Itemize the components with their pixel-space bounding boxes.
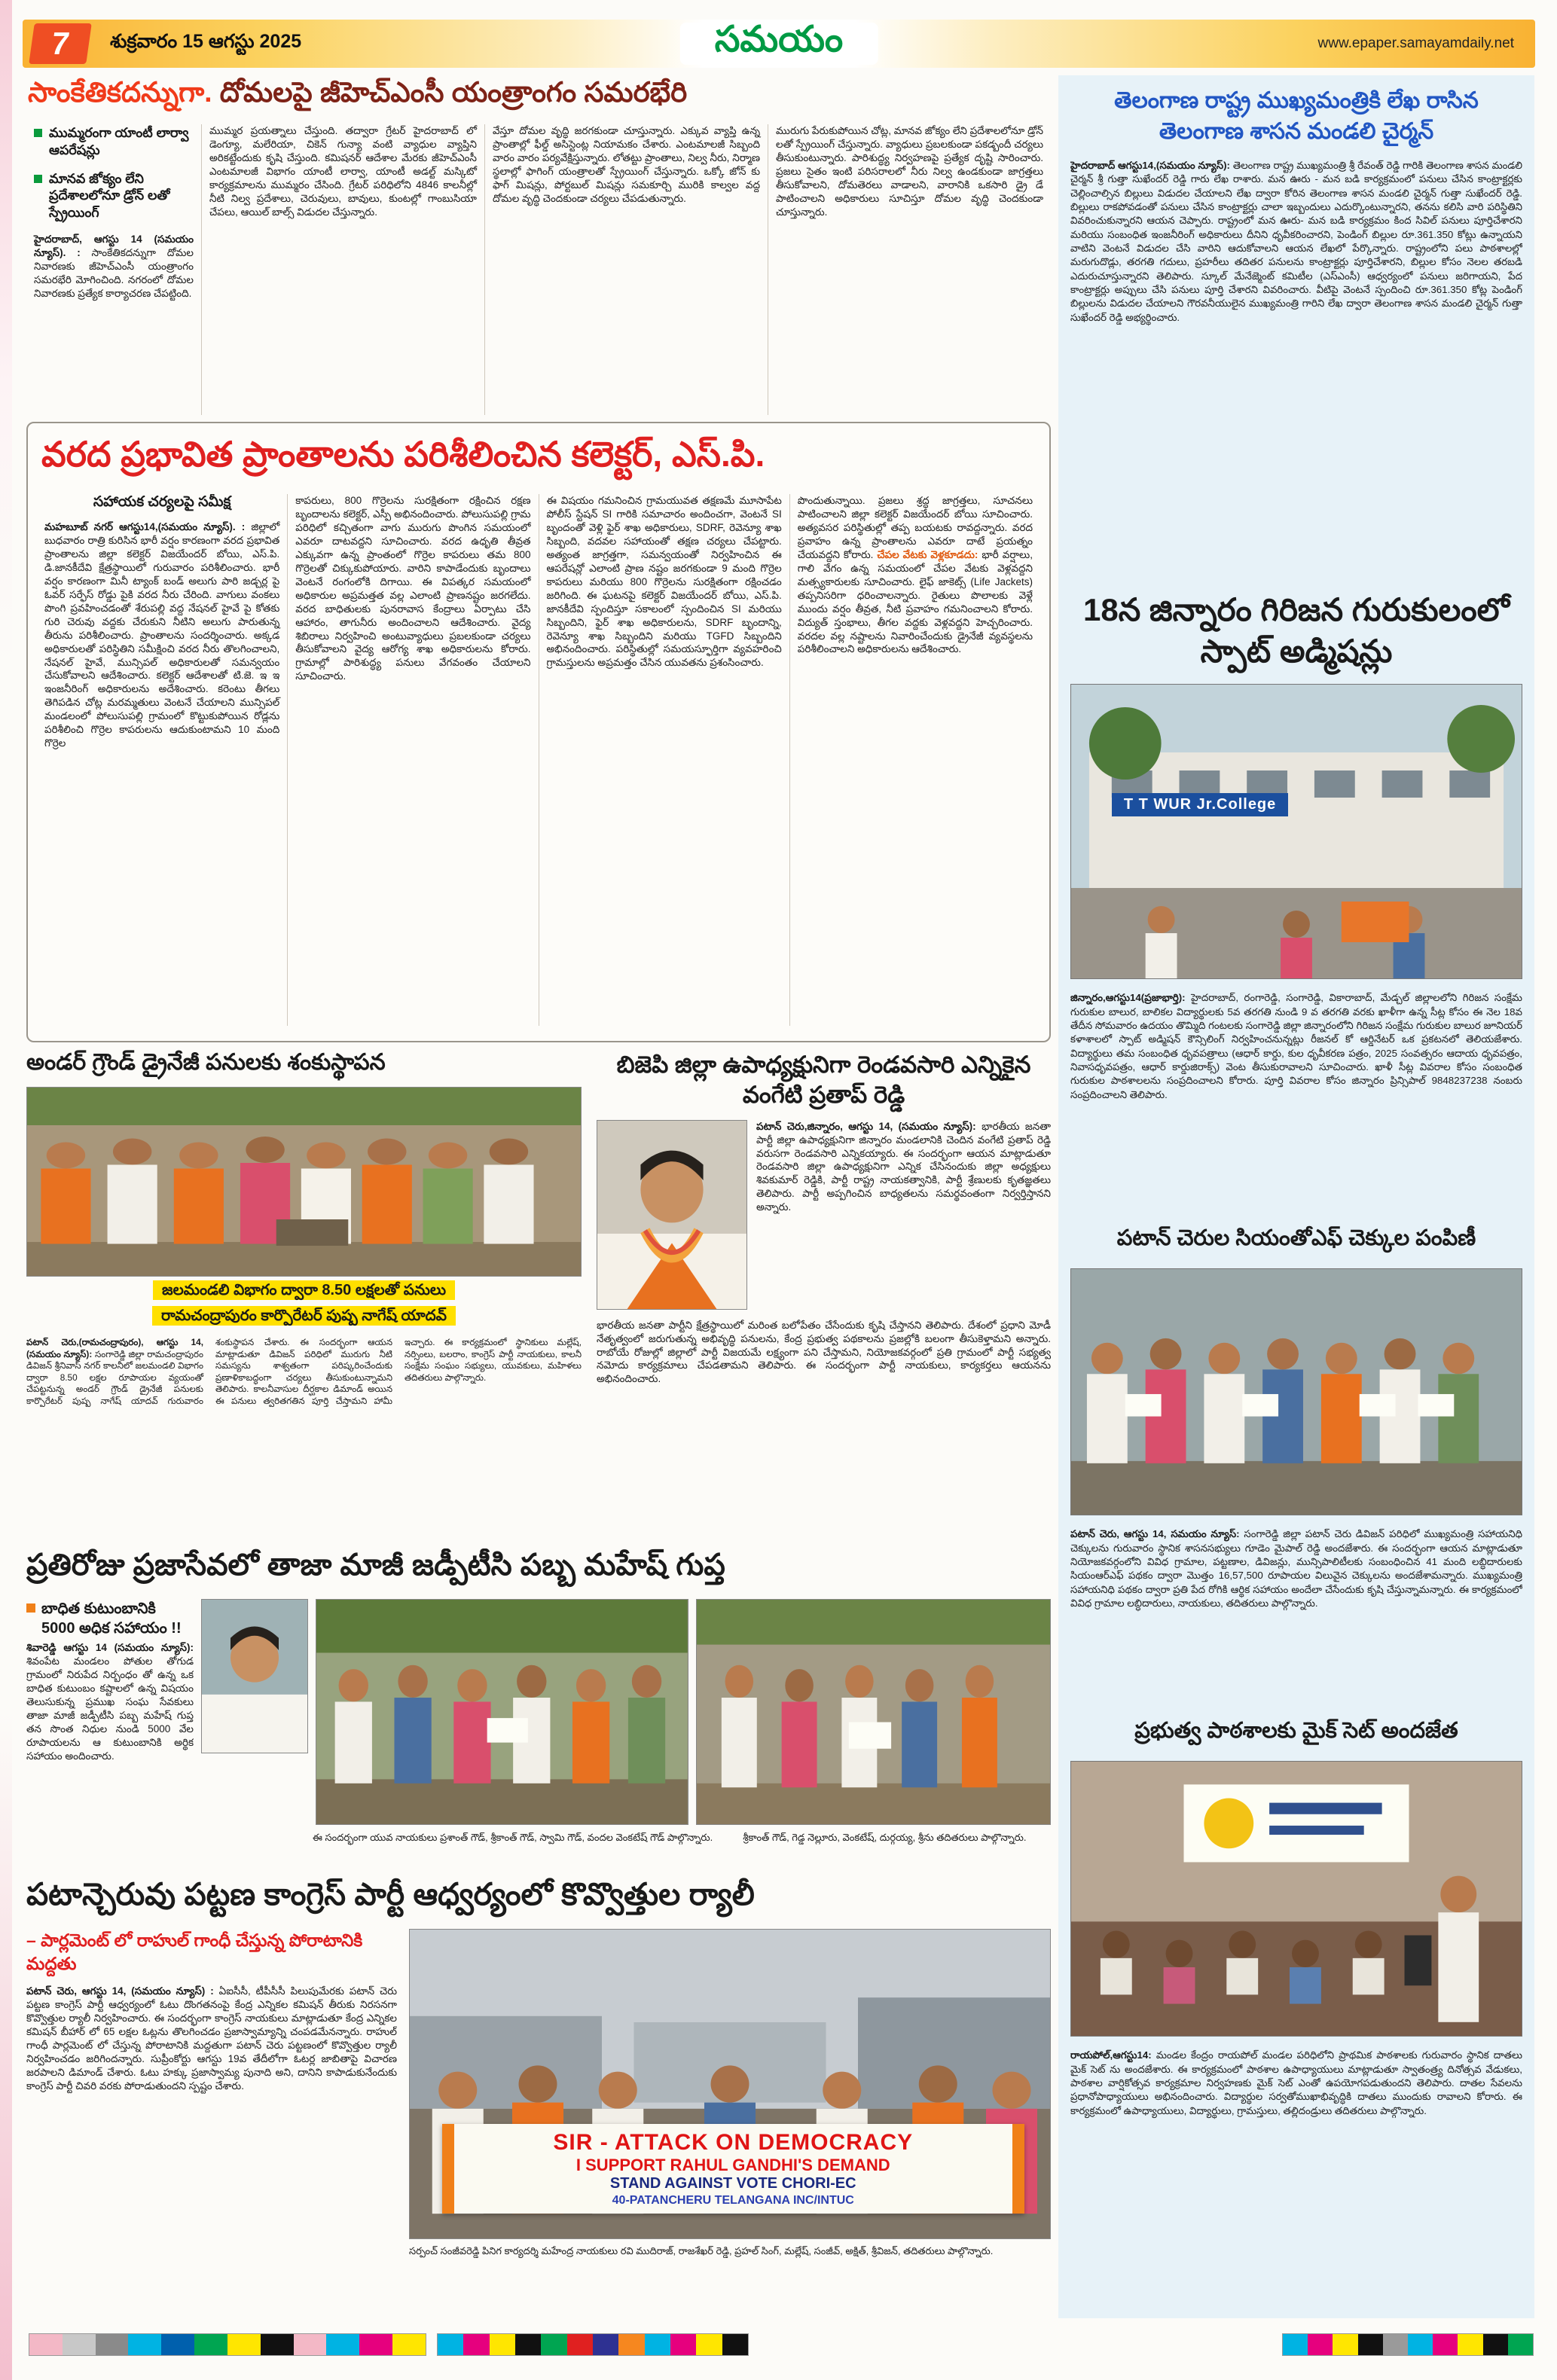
article-mosquito-drive — [26, 75, 1051, 417]
article-body — [1070, 159, 1522, 578]
college-building-illustration — [1071, 685, 1522, 978]
article-body-text — [756, 1120, 1051, 1310]
article-subhead: సహాయక చర్యలపై సమీక్ష — [93, 494, 231, 510]
bullet-square-icon — [34, 129, 42, 137]
article-column-text: వేస్తూ దోమల వృద్ధి జరగకుండా చూస్తున్నారు. ఎక్కువ వ్యాప్తి ఉన్న ప్రాంతాల్లో ఫీల్డ్ అసిస్టెంట్ల నియామకం చేశారు. ఎంటమాలజీ సిబ్బంది వారం వారం పర్యవేక్షిస్తున్నారు. లోతట్టు ప్రాంతాలు, నిల్వ నీరు, నిర్మాణ స్థలాల్లో ఫాగింగ్ యంత్రాలతో స్ప్రేయింగ్ చేస్తున్నారు. ఒక్కో జోన్ కు ఫాగ్ మిషన్లు, పోర్టబుల్ మిషన్లు సమకూర్చి మురికి కాల్వల వద్ద దోమల వృద్ధి చెందకుండా చర్యలు చేపడుతున్నారు. — [493, 125, 760, 204]
protest-banner — [442, 2124, 1025, 2214]
article-body-text — [26, 1641, 194, 1763]
color-segment — [1308, 2334, 1333, 2355]
cheque-handover-photo-2 — [696, 1599, 1051, 1825]
color-segment — [645, 2334, 670, 2355]
bullet-square-icon — [34, 175, 42, 183]
gupta-portrait-photo — [201, 1599, 308, 1753]
bullet-point — [26, 1599, 194, 1638]
bullet-point — [34, 124, 194, 159]
banner-line: STAND AGAINST VOTE CHORI-EC — [609, 2175, 856, 2192]
article-body — [26, 1337, 582, 1544]
photo-captions — [313, 1832, 1051, 1844]
color-segment — [294, 2334, 327, 2355]
article-body-row — [26, 1929, 1051, 2305]
column-text: పొందుతున్నాయి. ప్రజలు శ్రద్ధ జాగ్రత్తలు, సూచనలు పాటించాలని జిల్లా కలెక్టర్ విజయేందర్ బోయి సూచించారు. అత్యవసర పరిస్థితుల్లో తప్ప బయటకు రావద్దన్నారు. వరద ప్రవాహం ఉన్న ప్రాంతాలను ఎవరూ దాటే ప్రయత్నం చేయవద్దని కోరారు. — [797, 495, 1033, 560]
article-headline — [28, 77, 1051, 115]
article-lead-column — [26, 1929, 397, 2305]
color-segment — [567, 2334, 593, 2355]
bullet-text — [41, 1599, 182, 1638]
article-headline: అండర్ గ్రౌండ్ డ్రైనేజీ పనులకు శంకుస్థాపన — [26, 1050, 386, 1075]
college-sign-board: T T WUR Jr.College — [1112, 793, 1288, 816]
article-headline: 18న జిన్నారం గిరిజన గురుకులంలో స్పాట్ అడ్మిషన్లు — [1083, 592, 1510, 669]
article-drainage-foundation — [26, 1050, 582, 1544]
article-headline: పటాన్చెరువు పట్టణ కాంగ్రెస్ పార్టీ ఆధ్వర్యంలో కొవ్వొత్తుల ర్యాలీ — [26, 1877, 755, 1912]
article-congress-candle-rally — [26, 1877, 1051, 2309]
color-segment — [490, 2334, 515, 2355]
intro-text: సాంకేతికదన్నుగా దోమల నివారణకు జీహెచ్ఎంసీ యంత్రాంగం సమరభేరి మోగించింది. నగరంలో దోమల నివారణకు ప్రత్యేక కార్యాచరణ చేపట్టింది. — [34, 246, 194, 299]
article-body-continued: భారతీయ జనతా పార్టీని క్షేత్రస్థాయిలో మరింత బలోపేతం చేసేందుకు కృషి చేస్తానని తెలిపారు. దేశంలో ప్రధాని మోడీ నేతృత్వంలో జరుగుతున్న అభివృద్ధి పనులను, కేంద్ర ప్రభుత్వ పథకాలను ప్రజల్లోకి బలంగా తీసుకెళ్తామని అన్నారు. రాబోయే రోజుల్లో జిల్లాలో పార్టీ విజయమే లక్ష్యంగా పని చేస్తామని, నియోజకవర్గంలో ప్రతి గ్రామంలో పార్టీ సభ్యత్వ నమోదు కార్యక్రమాలు చేపడతామని తెలిపారు. ఈ సందర్భంగా పార్టీ నాయకులు, కార్యకర్తలు ఆయనను అభినందించారు. — [597, 1319, 1051, 1385]
print-registration-colorbar — [29, 2333, 426, 2356]
article-column-text: ముమ్మర ప్రయత్నాలు చేస్తుంది. తద్వారా గ్రేటర్ హైదరాబాద్ లో డెంగ్యూ, మలేరియా, చికెన్ గున్యా వంటి వ్యాధుల వ్యాప్తిని అరికట్టేందుకు కృషి చేస్తుంది. కమిషనర్ ఆదేశాల మేరకు జీహెచ్ఎంసీ ఎంటమాలజీ విభాగం యాంటీ లార్వా, యాంటీ అడల్ట్ మస్కిటో కార్యక్రమాలను ముమ్మరం చేసింది. గ్రేటర్ పరిధిలోని 4846 కాలనీల్లో నీటి నిల్వ ప్రదేశాలు, చెరువులు, బావులు, కుంటల్లో గాంబుసియా చేపలు, ఆయిల్ బాల్స్ విడుదల చేస్తున్నారు. — [209, 125, 477, 218]
banner-line: 40-PATANCHERU TELANGANA INC/INTUC — [612, 2194, 854, 2208]
dateline: రాయపోల్,ఆగస్టు14: — [1070, 2049, 1152, 2061]
article-mahesh-gupta-service — [26, 1549, 1051, 1869]
body-text: హైదరాబాద్, రంగారెడ్డి, సంగారెడ్డి, వికారాబాద్, మేడ్చల్ జిల్లాలలోని గిరిజన సంక్షేమ గురుకుల బాలుర, బాలికల విద్యార్థులకు 5వ తరగతి నుండి 9 వ తరగతి వరకు ఖాళీగా ఉన్న సీట్ల కోసం ఈ నెల 18వ తేదీన సోమవారం ఉదయం తొమ్మిది గంటలకు సంగారెడ్డి జిల్లా జిన్నారంలోని గిరిజన సంక్షేమ గురుకుల బాలుర జూనియర్ కళాశాలలో స్పాట్ అడ్మిషన్ కౌన్సిలింగ్ నిర్వహించనున్నట్లు రీజనల్ కో ఆర్డినేటర్ ఒక ప్రకటనలో తెలియజేశారు. విద్యార్థులు తమ సంబంధిత ధృవపత్రాలు (ఆధార్ కార్డు, కుల ధృవీకరణ పత్రం, 2025 సంవత్సరం ఆదాయ ధృవపత్రం, నివాసధృవపత్రం, ఆధార్ కార్డుజిరాక్స్) వెంట తీసుకురావాలని సూచించారు. ఖాళీ సీట్ల వివరాల కోసం సంబంధిత గురుకుల పాఠశాలలను సంప్రదించాలని కోరారు. పూర్తి వివరాల కోసం జిన్నారం ప్రిన్సిపాల్ 9848237238 నంబరు సంప్రదించాలని తెలిపారు. — [1070, 992, 1522, 1100]
crowd-scene-illustration — [316, 1600, 688, 1824]
color-segment — [261, 2334, 294, 2355]
dateline: పటాన్ చెరు,(రామచంద్రాపురం), ఆగస్టు 14,(సమయం న్యూస్): — [26, 1337, 203, 1359]
page-date: శుక్రవారం 15 ఆగస్టు 2025 — [110, 30, 302, 52]
bullet-text: మానవ జోక్యం లేని ప్రదేశాలలోనూ డ్రోన్ లతో స్ప్రేయింగ్ — [49, 170, 170, 220]
page-header — [23, 20, 1535, 68]
body-text: సంగారెడ్డి జిల్లా రామచంద్రాపురం డివిజన్ శ్రీనివాస్ నగర్ కాలనీలో జలమండలి విభాగం ద్వారా 8.50 లక్షల రూపాయల వ్యయంతో చేపట్టనున్న అండర్ గ్రౌండ్ డ్రైనేజీ పనులకు కార్పొరేటర్ పుష్ప నాగేష్ యాదవ్ గురువారం శంకుస్థాపన చేశారు. ఈ సందర్భంగా ఆయన మాట్లాడుతూ డివిజన్ పరిధిలో మురుగు నీటి సమస్యను శాశ్వతంగా పరిష్కరించేందుకు ప్రణాళికాబద్ధంగా చర్యలు తీసుకుంటున్నామని తెలిపారు. కాలనీవాసుల దీర్ఘకాల డిమాండ్ అయిన ఈ పనులు త్వరితగతిన పూర్తి చేస్తామని హామీ ఇచ్చారు. ఈ కార్యక్రమంలో స్థానికులు మల్లేష్, నర్సింలు, బలరాం, కాంగ్రెస్ పార్టీ నాయకులు, కాలనీ సంక్షేమ సంఘం సభ్యులు, యువకులు, మహిళలు తదితరులు పాల్గొన్నారు. — [26, 1337, 582, 1406]
color-segment — [696, 2334, 722, 2355]
dateline: పటాన్ చెరు, ఆగస్టు 14, (సమయం న్యూస్) : — [26, 1985, 214, 1997]
article-bjp-vice-president — [597, 1050, 1051, 1544]
article-lead-column — [26, 1599, 194, 1825]
group-photo-illustration — [1071, 1269, 1522, 1515]
banner-line: I SUPPORT RAHUL GANDHI'S DEMAND — [575, 2156, 890, 2175]
leader-portrait-photo — [597, 1120, 747, 1310]
article-body — [1070, 1527, 1522, 1707]
banner-line: SIR - ATTACK ON DEMOCRACY — [553, 2130, 914, 2156]
color-segment — [326, 2334, 359, 2355]
color-segment — [392, 2334, 426, 2355]
cheque-distribution-photo — [1070, 1268, 1522, 1515]
dateline: శివారెడ్డి ఆగస్టు 14 (సమయం న్యూస్): — [26, 1642, 194, 1653]
article-lead-column — [26, 124, 201, 415]
masthead-title: సమయం — [714, 19, 844, 60]
article-headline: ప్రభుత్వ పాఠశాలకు మైక్ సెట్ అందజేత — [1134, 1719, 1458, 1744]
color-segment — [359, 2334, 392, 2355]
dateline: పటాన్ చెరు,జిన్నారం, ఆగస్టు 14, (సమయం న్యూస్): — [756, 1120, 976, 1132]
headline-kicker: సాంకేతికదన్నుగా. — [28, 77, 212, 108]
masthead-band — [680, 19, 878, 65]
color-segment — [618, 2334, 644, 2355]
body-text: తెలంగాణ రాష్ట్ర ముఖ్యమంత్రి శ్రీ రేవంత్ రెడ్డి గారికి తెలంగాణ శాసన మండలి చైర్మన్ శ్రీ గుత్తా సుఖేందర్ రెడ్డి గారు లేఖ రాశారు. మన ఊరు - మన బడి కార్యక్రమంలో పనులు చేసిన కాంట్రాక్టర్లకు చెల్లించాల్సిన బిల్లులు విడుదల చేయాలని లేఖ ద్వారా కోరిన తెలంగాణ శాసన మండలి చైర్మన్ గుత్తా సుఖేందర్ రెడ్డి. బిల్లులు రాకపోవడంతో పనులు చేసిన కాంట్రాక్టర్లు చాలా ఇబ్బందులు ఎదుర్కొంటున్నారని, తనను కలిసి వారి పరిస్థితిని వివరించుకున్నారని ఆయన చెప్పారు. రాష్ట్రంలో మన ఊరు- మన బడి కార్యక్రమం కింద సివిల్ పనులు పూర్తిచేశారని మరియు సంబంధిత ఇంజనీరింగ్ అధికారులు దీనిని ధృవీకరించారని, పెండింగ్ బిల్లుల రూ.361.350 కోట్లు ఉన్నాయని వాటిని వెంటనే విడుదల చేసి వారిని ఆదుకోవాలని ఆయన లేఖలో పేర్కొన్నారు. రాష్ట్రంలోని పలు పాఠశాలల్లో మరుగుదొడ్లు, తరగతి గదులు, ప్రహరీలు తదితర పనులను కాంట్రాక్టర్లు పూర్తిచేశారని, బిల్లుల కోసం నెలల తరబడి ఎదురుచూస్తున్నారని తెలిపారు. స్కూల్ మేనేజ్మెంట్ కమిటీల (ఎస్ఎంసీ) ఆధ్వర్యంలో పనులు జరిగాయని, పేద కాంట్రాక్టర్లు అప్పులు చేసి పనులు పూర్తి చేశారని వివరించారు. వీటిపై వెంటనే స్పందించి రూ.361.350 కోట్ల పెండింగ్ బిల్లులను విడుదల చేయాలని గౌరవనీయులైన ముఖ్యమంత్రి గారిని లేఖ ద్వారా తెలంగాణ శాసన మండలి చైర్మన్ గుత్తా సుఖేందర్ రెడ్డి అభ్యర్థించారు. — [1070, 160, 1522, 323]
color-segment — [1458, 2334, 1482, 2355]
article-column-text: కాపరులు, 800 గొర్రెలను సురక్షితంగా రక్షించిన రక్షణ బృందాలను కలెక్టర్, ఎస్పీ అభినందించారు. పోలుసుపల్లి గ్రామ పరిధిలో కచ్చితంగా వాగు మురుగు పొంగిన సమయంలో ఎవరూ దాటవద్దని సూచించారు. వరద ఉధృతి తీవ్రత ఎక్కువగా ఉన్న ప్రాంతంలో గొర్రెల కాపరులు తమ 800 గొర్రెలతో చిక్కుకుపోయారు. వారిని కాపాడేందుకు బృందాలు వెంటనే రంగంలోకి దిగాయి. ఈ విపత్కర సమయంలో అధికారుల అప్రమత్తత వల్ల ఎలాంటి ప్రాణనష్టం జరగలేదు. వరద బాధితులకు పునరావాస కేంద్రాలు ఏర్పాటు చేసి ఆహారం, తాగునీరు అందించాలని ఆదేశించారు. వైద్య శిబిరాలు నిర్వహించి అంటువ్యాధులు ప్రబలకుండా చర్యలు తీసుకోవాలని వైద్య ఆరోగ్య శాఖ అధికారులను కోరారు. గ్రామాల్లో పారిశుద్ధ్య పనులు వేగవంతం చేయాలని సూచించారు. — [295, 495, 531, 682]
bullet-point — [34, 170, 194, 221]
dateline: పటాన్ చెరు, ఆగస్టు 14, సమయం న్యూస్: — [1070, 1528, 1240, 1540]
cheque-handover-photo-1 — [316, 1599, 688, 1825]
rally-photo — [409, 1929, 1051, 2239]
color-segment — [1358, 2334, 1383, 2355]
color-segment — [670, 2334, 696, 2355]
caption-line: జలమండలి విభాగం ద్వారా 8.50 లక్షలతో పనులు — [153, 1280, 455, 1300]
article-body — [1070, 2049, 1522, 2237]
color-segment — [1508, 2334, 1533, 2355]
column-text: భారీ వర్షాలు, గాలి వేగం ఉన్న సమయంలో చేపల వేటకు వెళ్లవద్దని మత్స్యకారులకు సూచించారు. లైఫ్ జాకెట్స్ (Life Jackets) తప్పనిసరిగా ధరించాలన్నారు. రైతులు పొలాలకు వెళ్లే ముందు వర్షం తీవ్రత, నీటి ప్రవాహం గమనించాలని కోరారు. విద్యుత్ స్తంభాలు, తీగల వద్దకు వెళ్లవద్దని హెచ్చరించారు. వరదల వల్ల నష్టాలను నివారించేందుకు డ్రైనేజీ వ్యవస్థలను పరిశీలించాలని అధికారులను ఆదేశించారు. — [797, 548, 1033, 655]
article-body-row — [597, 1120, 1051, 1310]
bullet-line: 5000 అధిక సహాయం !! — [41, 1620, 182, 1637]
color-segment — [593, 2334, 618, 2355]
portrait-illustration — [597, 1121, 746, 1309]
article-column-text — [798, 494, 1033, 656]
photo-caption-highlight — [26, 1282, 582, 1302]
color-segment — [722, 2334, 748, 2355]
epaper-website-link[interactable]: www.epaper.samayamdaily.net — [1317, 35, 1514, 51]
color-segment — [1408, 2334, 1433, 2355]
school-micset-photo — [1070, 1761, 1522, 2037]
body-text: శివంపేట మండలం పోతుల తోగుడ గ్రామంలో నిరుపేద నిర్బంధం తో ఉన్న ఒక బాధిత కుటుంబం కష్టాలలో ఉన్న విషయం తెలుసుకున్న ప్రముఖ సంఘ సేవకులు తాజా మాజీ జడ్పీటీసి పబ్బ మహేష్ గుప్త తన సొంత నిధుల నుండి 5000 వేల రూపాయలను ఆ కుటుంబానికి అర్థిక సహాయం అందించారు. — [26, 1655, 194, 1762]
scan-edge — [0, 0, 12, 2380]
article-columns — [37, 494, 1040, 1026]
dateline: మహబూబ్ నగర్ ఆగస్టు14,(సమయం న్యూస్). : — [44, 521, 246, 532]
crowd-scene-illustration — [27, 1088, 581, 1276]
photo-caption: ఈ సందర్భంగా యువ నాయకులు ప్రశాంత్ గౌడ్, శ్రీకాంత్ గౌడ్, స్వామి గౌడ్, వందల వెంకటేష్ గౌడ్ పాల్గొన్నారు. — [313, 1832, 713, 1843]
article-headline: పటాన్ చెరుల సియంతోఎఫ్ చెక్కుల పంపిణీ — [1116, 1226, 1476, 1251]
portrait-illustration — [202, 1600, 307, 1753]
body-text: మండల కేంద్రం రాయపోల్ మండల పరిధిలోని ప్రాథమిక పాఠశాలకు గురువారం స్థానిక దాతలు మైక్ సెట్ ను అందజేశారు. ఈ కార్యక్రమంలో పాఠశాల ఉపాధ్యాయులు మాట్లాడుతూ స్వాతంత్ర్య దినోత్సవ వేడుకలు, పాఠశాల వార్షికోత్సవ కార్యక్రమాల నిర్వహణకు మైక్ సెట్ ఎంతో ఉపయోగపడుతుందని తెలిపారు. దాతల సేవలను ప్రధానోపాధ్యాయులు అభినందించారు. విద్యార్థుల సర్వతోముఖాభివృద్ధికి దాతలు ముందుకు రావాలని కోరారు. ఈ కార్యక్రమంలో ఉపాధ్యాయులు, విద్యార్థులు, గ్రామస్తులు, తల్లిదండ్రులు తదితరులు పాల్గొన్నారు. — [1070, 2049, 1522, 2116]
color-segment — [161, 2334, 194, 2355]
dateline: హైదరాబాద్, ఆగస్టు 14 (సమయం న్యూస్). : — [34, 233, 194, 258]
article-body-text — [26, 1985, 397, 2093]
color-segment — [463, 2334, 489, 2355]
color-segment — [96, 2334, 129, 2355]
color-segment — [1483, 2334, 1508, 2355]
print-registration-colorbar — [1282, 2333, 1534, 2356]
color-segment — [227, 2334, 261, 2355]
dateline: హైదరాబాద్ ఆగస్టు14,(సమయం న్యూస్): — [1070, 160, 1230, 171]
article-headline: తెలంగాణ రాష్ట్ర ముఖ్యమంత్రికి లేఖ రాసిన తెలంగాణ శాసన మండలి చైర్మన్ — [1114, 88, 1479, 144]
article-cm-letter — [1070, 86, 1522, 147]
article-column — [789, 494, 1040, 1026]
color-segment — [1383, 2334, 1408, 2355]
body-text: ఏఐసీసీ, టీపీసీసీ పిలుపుమేరకు పటాన్ చెరు పట్టణ కాంగ్రెస్ పార్టీ ఆధ్వర్యంలో ఓటు దొంగతనంపై కేంద్ర ఎన్నికల కమిషన్ తీరుకు నిరసనగా కొవ్వొత్తుల ర్యాలీ నిర్వహించారు. ఈ సందర్భంగా కాంగ్రెస్ నాయకులు మాట్లాడుతూ కేంద్ర ఎన్నికల కమిషన్ బీహార్ లో 65 లక్షల ఓట్లను తొలగించడం ప్రజాస్వామ్యాన్ని చంపడమేనన్నారు. రాహుల్ గాంధీ పార్లమెంట్ లో చేస్తున్న పోరాటానికి మద్దతుగా పటాన్ చెరు పట్టణంలో కొవ్వొత్తుల ర్యాలీ నిర్వహించడం జరిగిందన్నారు. సుప్రీంకోర్టు ఆగస్టు 19వ తేదీలోగా ఓటర్ల జాబితాపై విచారణ జరపాలని డిమాండ్ చేశారు. ఓటు హక్కు ప్రజాస్వామ్య పునాది అని, దానిని కాపాడుకునేందుకు కాంగ్రెస్ పార్టీ చివరి వరకు పోరాడుతుందని స్పష్టం చేశారు. — [26, 1985, 397, 2092]
gurukul-college-photo — [1070, 684, 1522, 979]
article-column-text: ఈ విషయం గమనించిన గ్రామయువత తక్షణమే మూసాపేట పోలీస్ స్టేషన్ SI గారికి సమాచారం అందించగా, వెంటనే SI బృందంతో వెళ్లి ఫైర్ శాఖ అధికారులు, SDRF, రెవెన్యూ శాఖ సిబ్బంది, వదవల సహాయంతో తక్షణ చర్యలు చేపట్టారు. అత్యంత జాగ్రత్తగా, సమన్వయంతో నిర్వహించిన ఈ ఆపరేషన్లో ఎలాంటి ప్రాణ నష్టం జరగకుండా 9 మంది గొర్రెల కాపరులు మరియు 800 గొర్రెలను సురక్షితంగా రక్షించడం జరిగింది. ఈ ఘటనపై కలెక్టర్ విజయేందర్ బోయి, ఎస్.పి. జానకీదేవి స్పందిస్తూ సకాలంలో స్పందించిన SI మరియు సిబ్బందిని, ఫైర్ శాఖ అధికారులను, SDRF బృందాన్ని, రెవెన్యూ శాఖ సిబ్బందిని మరియు TGFD సిబ్బందిని అభినందించారు. పరిస్థితుల్లో సమయస్ఫూర్తిగా వ్యవహరించి గ్రామస్తులను అప్రమత్తం చేసిన యువతను ప్రశంసించారు. — [546, 495, 782, 669]
right-sidebar — [1058, 75, 1534, 2318]
color-segment — [1433, 2334, 1458, 2355]
article-column-text: మురుగు పేరుకుపోయిన చోట్ల, మానవ జోక్యం లేని ప్రదేశాలలోనూ డ్రోన్ లతో స్ప్రేయింగ్ చేస్తున్నారు. వ్యాధులు ప్రబలకుండా పకడ్బందీ చర్యలు తీసుకుంటున్నారు. పారిశుద్ధ్య నిర్వహణపై ప్రత్యేక దృష్టి సారించారు. ప్రజలు సైతం ఇంటి పరిసరాలలో నీరు నిల్వ ఉండకుండా జాగ్రత్తలు తీసుకోవాలని, దోమతెరలు వాడాలని, వారానికి ఒకసారి డ్రై డే పాటించాలని అధికారులు సూచిస్తూ దోమల వృద్ధి చెందకుండా చూస్తున్నారు. — [776, 125, 1043, 218]
bullet-text: ముమ్మరంగా యాంటీ లార్వా ఆపరేషన్లు — [49, 125, 189, 157]
color-segment — [438, 2334, 463, 2355]
article-body — [1070, 991, 1522, 1214]
crowd-scene-illustration — [697, 1600, 1050, 1824]
classroom-scene-illustration — [1071, 1762, 1522, 2036]
color-segment — [29, 2334, 63, 2355]
article-subhead: – పార్లమెంట్ లో రాహుల్ గాంధీ చేస్తున్న పోరాటానికి మద్దతు — [26, 1930, 363, 1974]
article-headline: బిజెపి జిల్లా ఉపాధ్యక్షునిగా రెండవసారి ఎన్నికైన వంగేటి ప్రతాప్ రెడ్డి — [616, 1051, 1031, 1109]
body-text: సంగారెడ్డి జిల్లా పటాన్ చెరు డివిజన్ పరిధిలో ముఖ్యమంత్రి సహాయనిధి చెక్కులను గురువారం స్థానిక శాసనసభ్యులు గూడెం మైపాల్ రెడ్డి అందజేశారు. ఈ సందర్భంగా ఆయన మాట్లాడుతూ నియోజకవర్గంలోని వివిధ గ్రామాల, పట్టణాల, డివిజన్లు, మున్సిపాలిటీలకు సంబంధించిన 41 మంది లబ్ధిదారులకు సియంఆర్ఎఫ్ పథకం ద్వారా మొత్తం 16,57,500 రూపాయల విలువైన చెక్కులను అందజేశామన్నారు. ముఖ్యమంత్రి సహాయనిధి పథకం ద్వారా ప్రతి పేద రోగికి ఆర్థిక సహాయం అందేలా చేసేందుకు కృషి చేస్తున్నామన్నారు. ఈ కార్యక్రమంలో వివిధ గ్రామాల లబ్ధిదారులు, నాయకులు, తదితరులు పాల్గొన్నారు. — [1070, 1528, 1522, 1609]
print-registration-colorbar — [437, 2333, 749, 2356]
color-segment — [194, 2334, 227, 2355]
highlighted-phrase: చేపల వేటకు వెళ్లకూడదు: — [877, 548, 978, 560]
bullet-line: బాధిత కుటుంబానికి — [41, 1600, 156, 1617]
headline-main: దోమలపై జీహెచ్ఎంసీ యంత్రాంగం సమరభేరి — [219, 77, 688, 108]
photo-caption: శ్రీకాంత్ గౌడ్, గెడ్డ నెల్లూరు, వెంకటేష్, దుర్గయ్య, శ్రీను తదితరులు పాల్గొన్నారు. — [743, 1832, 1027, 1843]
drainage-ceremony-photo — [26, 1087, 582, 1277]
article-flood-review — [26, 422, 1051, 1042]
column-text: జిల్లాలో బుధవారం రాత్రి కురిసిన భారీ వర్షం కారణంగా వరద ప్రభావిత ప్రాంతాలను జిల్లా కలెక్టర్ విజయేందర్ బోయి, ఎస్.పి. డి.జానకీదేవి క్షేత్రస్థాయిలో గురువారం పరిశీలించారు. భారీ వర్షం కారణంగా మినీ ట్యాంక్ బండ్ అలుగు పారి జడ్చర్ల పై ఓవర్ సర్ఫేస్ రోడ్డు పైకి వరద నీరు చేరింది. వాగులు వంకలు పొంగి ప్రవహించడంతో శేరుపల్లి వద్ద నేషనల్ హైవే పై కోతకు గురి చెరువు వద్దకు చేరుకుని నీటిని అలుగు పారుతున్న తీరును పరిశీలించారు. ప్రాంతాలను సందర్శించారు. అక్కడ అధికారులతో పరిస్థితిని సమీక్షించి వరద నీరు తొలగించాలని, నేషనల్ హైవే, మున్సిపల్ అధికారులతో సమన్వయం చేసుకోవాలని ఆదేశించారు. కలెక్టర్ ఆదేశాలతో టి.జె. ఇ ఇ ఇంజనీరింగ్ అధికారులను అదేశించారు. కరెంటు తీగలు తెగిపడిన చోట్ల మరమ్మతులు వెంటనే చేయాలని మున్సిపల్ మండలంలో పోలుసుపల్లి గ్రామంలో కొట్టుకుపోయిన రోడ్లను పరిశీలించి గొర్రెల కాపరులను ఆదుకుంటామని 10 మంది గొర్రెల — [44, 521, 280, 749]
article-intro — [34, 233, 194, 301]
dateline: జిన్నారం,ఆగస్టు14(ప్రజాభార్తి): — [1070, 992, 1186, 1004]
article-body-row — [26, 1599, 1051, 1825]
color-segment — [63, 2334, 96, 2355]
article-column-text — [44, 520, 279, 750]
article-headline: ప్రతిరోజు ప్రజాసేవలో తాజా మాజీ జడ్పీటీసి పబ్బ మహేష్ గుప్త — [26, 1549, 725, 1582]
article-photo-column — [409, 1929, 1051, 2305]
color-segment — [1333, 2334, 1357, 2355]
article-columns — [26, 124, 1051, 415]
body-text: భారతీయ జనతా పార్టీ జిల్లా ఉపాధ్యక్షునిగా జిన్నారం మండలానికి చెందిన వంగేటి ప్రతాప్ రెడ్డి వరుసగా రెండవసారి ఎన్నికయ్యారు. ఈ సందర్భంగా ఆయన మాట్లాడుతూ రెండవసారి జిల్లా ఉపాధ్యక్షునిగా ఎన్నిక చేసినందుకు జిల్లా అధ్యక్షులు శివకుమార్ రెడ్డికి, పార్టీ రాష్ట్ర నాయకత్వానికి, పార్టీ శ్రేణులకు కృతజ్ఞతలు తెలిపారు. పార్టీ అప్పగించిన బాధ్యతలను సమర్థవంతంగా నిర్వర్తిస్తానని అన్నారు. — [756, 1120, 1051, 1213]
photo-caption: సర్పంచ్ సంజీవరెడ్డి పినిగ కార్యదర్శి మహేంద్ర నాయకులు రవి ముదిరాజ్, రాజశేఖర్ రెడ్డి, ప్రహల్ సింగ్, మల్లేష్, సంజీవ్, అక్షిత్, శ్రీవిజన్, తదితరులు పాల్గొన్నారు. — [409, 2245, 994, 2256]
color-segment — [128, 2334, 161, 2355]
photo-caption-highlight — [26, 1307, 582, 1328]
color-segment — [515, 2334, 541, 2355]
caption-line: రామచంద్రాపురం కార్పొరేటర్ పుష్ప నాగేష్ యాదవ్ — [152, 1306, 456, 1326]
color-segment — [541, 2334, 566, 2355]
article-column — [37, 494, 287, 1026]
color-segment — [1283, 2334, 1308, 2355]
bullet-square-icon — [26, 1603, 35, 1613]
page-number: 7 — [29, 23, 92, 64]
article-headline: వరద ప్రభావిత ప్రాంతాలను పరిశీలించిన కలెక్టర్, ఎస్.పి. — [41, 435, 765, 474]
